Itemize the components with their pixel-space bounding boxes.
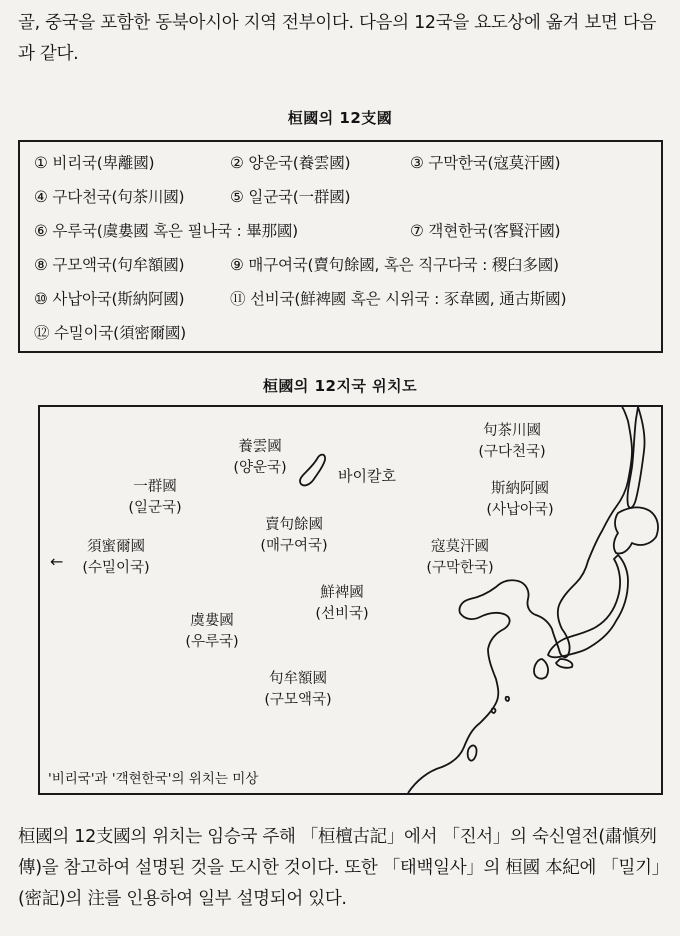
island-dot	[492, 708, 496, 713]
list-caption: 桓國의 12支國	[287, 109, 393, 127]
island-dot	[506, 697, 509, 701]
map-label-sanaba: 斯納阿國 (사납아국)	[486, 481, 554, 518]
list-item: ③ 구막한국(寇莫汗國)	[410, 154, 561, 172]
country-list-box	[18, 140, 663, 353]
map-label-uru: 虞婁國 (우루국)	[185, 613, 239, 650]
shikoku-island	[556, 659, 572, 668]
list-item: ⑧ 구모액국(句牟額國)	[34, 256, 185, 274]
map-label-gudacheon: 句茶川國 (구다천국)	[478, 423, 546, 460]
intro-paragraph: 골, 중국을 포함한 동북아시아 지역 전부이다. 다음의 12국을 요도상에 옮겨 보면 다음과 같다.	[18, 13, 657, 64]
list-item: ⑨ 매구여국(賣句餘國, 혹은 직구다국 : 稷臼多國)	[230, 256, 559, 274]
map-caption: 桓國의 12지국 위치도	[262, 377, 418, 395]
honshu-island	[548, 555, 628, 657]
map-box	[38, 405, 663, 795]
map-label-gumakhan: 寇莫汗國 (구막한국)	[426, 539, 494, 576]
map-label-seonbi: 鮮裨國 (선비국)	[315, 585, 369, 622]
baikal-lake-shape	[300, 455, 325, 486]
list-item: ⑤ 일군국(一群國)	[230, 188, 351, 206]
baikal-label: 바이칼호	[338, 467, 396, 485]
list-item: ⑪ 선비국(鮮裨國 혹은 시위국 : 豕韋國, 通古斯國)	[230, 290, 567, 308]
map-label-ilgun: 一群國 (일군국)	[128, 479, 182, 516]
list-item: ② 양운국(養雲國)	[230, 154, 351, 172]
list-item: ⑫ 수밀이국(須密爾國)	[34, 324, 187, 342]
map-label-maeguyeo: 賣句餘國 (매구여국)	[260, 517, 328, 554]
mainland-coast	[408, 407, 632, 793]
list-item: ④ 구다천국(句茶川國)	[34, 188, 185, 206]
sakhalin-island	[627, 407, 644, 508]
taiwan-island	[468, 745, 477, 760]
hokkaido-island	[614, 507, 658, 553]
map-label-gumoaek: 句牟額國 (구모액국)	[264, 671, 332, 708]
list-item: ⑩ 사납아국(斯納阿國)	[34, 290, 185, 308]
kyushu-island	[534, 659, 548, 679]
map-label-yangun: 養雲國 (양운국)	[233, 439, 287, 476]
list-item: ① 비리국(卑離國)	[34, 154, 155, 172]
map-label-sumiri: 須蜜爾國 (수밀이국)	[82, 539, 150, 576]
outro-paragraph: 桓國의 12支國의 위치는 임승국 주해 「桓檀古記」에서 「진서」의 숙신열전(肅愼列傳)을 참고하여 설명된 것을 도시한 것이다. 또한 「태백일사」의 桓國 本紀에 「밀기」(密記)의 注를 인용하여 일부 설명되어 있다.	[18, 827, 661, 909]
list-item: ⑥ 우루국(虞婁國 혹은 필나국 : 畢那國)	[34, 222, 299, 240]
list-item: ⑦ 객현한국(客賢汗國)	[410, 222, 561, 240]
west-arrow-icon: ←	[50, 552, 64, 571]
map-note: '비리국'과 '객현한국'의 위치는 미상	[48, 771, 259, 787]
